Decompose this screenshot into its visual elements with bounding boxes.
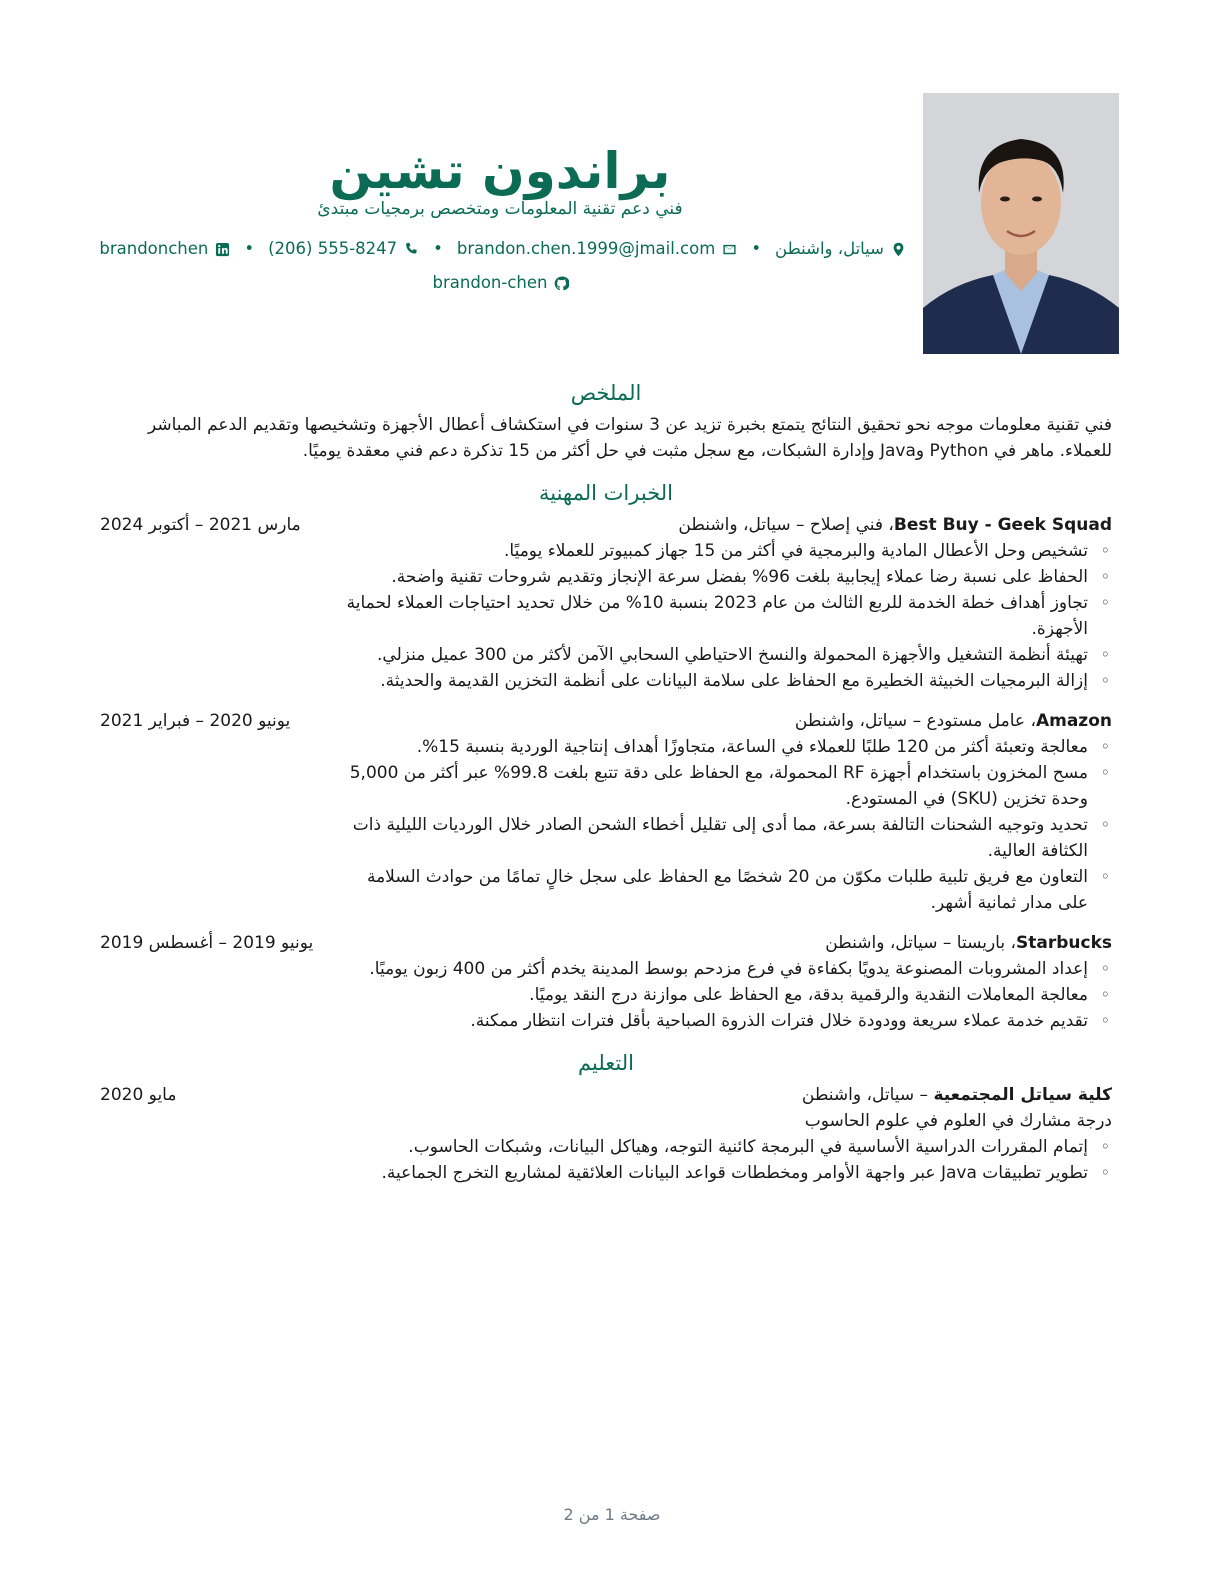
resume-body <box>100 378 1112 1200</box>
degree-title: درجة مشارك في العلوم في علوم الحاسوب <box>804 1111 1112 1131</box>
employer-name: Amazon <box>1035 711 1112 731</box>
entry-title <box>678 512 1112 538</box>
contact-github[interactable] <box>433 271 570 295</box>
school-location: – سياتل، واشنطن <box>801 1085 934 1105</box>
entry-title <box>802 1082 1112 1108</box>
bullet-item: ◦ الحفاظ على نسبة رضا عملاء إيجابية بلغت 96% بفضل سرعة الإنجاز وتقديم شروحات تقنية واضحة. <box>340 564 1088 590</box>
entry-dates: يونيو 2020 – فبراير 2021 <box>100 711 291 731</box>
contact-separator: • <box>433 239 443 258</box>
github-handle: brandon-chen <box>432 273 548 292</box>
job-role-location: ، باريستا – سياتل، واشنطن <box>825 933 1016 953</box>
bullet-item: ◦ تحديد وتوجيه الشحنات التالفة بسرعة، مما أدى إلى تقليل أخطاء الشحن الصادر خلال الورديات الليلية ذات الكثافة العالية. <box>340 812 1088 864</box>
contact-location <box>775 237 906 261</box>
contact-line-primary <box>96 237 906 261</box>
job-role-location: ، عامل مستودع – سياتل، واشنطن <box>794 711 1036 731</box>
bullet-item: ◦ التعاون مع فريق تلبية طلبات مكوّن من 20 شخصًا مع الحفاظ على سجل خالٍ تمامًا من حوادث السلامة على مدار ثمانية أشهر. <box>340 864 1088 916</box>
location-text: سياتل، واشنطن <box>775 239 884 258</box>
contact-separator: • <box>751 239 762 258</box>
bullet-list <box>340 538 1112 694</box>
section-title-summary: الملخص <box>570 381 642 405</box>
contact-line-secondary <box>96 271 906 295</box>
entry-dates: مايو 2020 <box>100 1085 177 1105</box>
entry-dates: يونيو 2019 – أغسطس 2019 <box>100 933 314 953</box>
bullet-item: ◦ إعداد المشروبات المصنوعة يدويًا بكفاءة في فرع مزدحم بوسط المدينة يخدم أكثر من 400 زبون يوميًا. <box>340 956 1088 982</box>
section-title-education: التعليم <box>578 1051 634 1075</box>
phone-icon <box>404 242 419 257</box>
envelope-icon <box>722 242 737 257</box>
section-title-experience: الخبرات المهنية <box>539 481 673 505</box>
contact-email[interactable] <box>457 237 737 261</box>
bullet-list <box>340 1134 1112 1186</box>
bullet-item: ◦ معالجة المعاملات النقدية والرقمية بدقة، مع الحفاظ على موازنة درج النقد يوميًا. <box>340 982 1088 1008</box>
education-entry <box>100 1082 1112 1186</box>
page-number: صفحة 1 من 2 <box>563 1505 661 1524</box>
experience-entry <box>100 930 1112 1034</box>
bullet-item: ◦ تهيئة أنظمة التشغيل والأجهزة المحمولة والنسخ الاحتياطي السحابي الآمن لأكثر من 300 عميل منزلي. <box>340 642 1088 668</box>
bullet-item: ◦ إزالة البرمجيات الخبيثة الخطيرة مع الحفاظ على سلامة البيانات على أنظمة التخزين القديمة والحديثة. <box>340 668 1088 694</box>
bullet-item: ◦ تشخيص وحل الأعطال المادية والبرمجية في أكثر من 15 جهاز كمبيوتر للعملاء يوميًا. <box>340 538 1088 564</box>
linkedin-handle: brandonchen <box>99 239 209 258</box>
employer-name: Starbucks <box>1016 933 1112 953</box>
experience-entry <box>100 512 1112 694</box>
profile-photo <box>923 93 1119 354</box>
bullet-list <box>340 956 1112 1034</box>
contact-linkedin[interactable] <box>99 237 230 261</box>
contact-separator: • <box>244 239 255 258</box>
bullet-item: ◦ معالجة وتعبئة أكثر من 120 طلبًا للعملاء في الساعة، متجاوزًا أهداف إنتاجية الوردية بنسبة 15%. <box>340 734 1088 760</box>
map-pin-icon <box>891 242 906 257</box>
school-name: كلية سياتل المجتمعية <box>933 1085 1112 1105</box>
experience-entry <box>100 708 1112 916</box>
bullet-item: ◦ تجاوز أهداف خطة الخدمة للربع الثالث من عام 2023 بنسبة 10% من خلال تحديد احتياجات العملاء لحماية الأجهزة. <box>340 590 1088 642</box>
candidate-name: براندون تشين <box>329 142 671 200</box>
contact-phone[interactable] <box>268 237 419 261</box>
candidate-headline: فني دعم تقنية المعلومات ومتخصص برمجيات مبتدئ <box>317 199 683 219</box>
resume-header <box>90 140 910 220</box>
entry-title <box>795 708 1112 734</box>
entry-dates: مارس 2021 – أكتوبر 2024 <box>100 515 301 535</box>
linkedin-icon <box>215 242 230 257</box>
summary-text: فني تقنية معلومات موجه نحو تحقيق النتائج يتمتع بخبرة تزيد عن 3 سنوات في استكشاف أعطال الأجهزة وتشخيصها وتقديم الدعم المباشر للعملاء. ماهر في Python وJava وإدارة الشبكات، مع سجل مثبت في حل أكثر من 15 تذكرة دعم فني معقدة يوميًا. <box>148 415 1112 461</box>
bullet-item: ◦ إتمام المقررات الدراسية الأساسية في البرمجة كائنية التوجه، وهياكل البيانات، وشبكات الحاسوب. <box>340 1134 1088 1160</box>
job-role-location: ، فني إصلاح – سياتل، واشنطن <box>678 515 894 535</box>
bullet-item: ◦ تقديم خدمة عملاء سريعة وودودة خلال فترات الذروة الصباحية بأقل فترات انتظار ممكنة. <box>340 1008 1088 1034</box>
github-icon <box>554 276 569 291</box>
phone-number: (206) 555-8247 <box>268 239 398 258</box>
bullet-list <box>340 734 1112 916</box>
email-address: brandon.chen.1999@jmail.com <box>456 239 716 258</box>
entry-title <box>825 930 1112 956</box>
bullet-item: ◦ مسح المخزون باستخدام أجهزة RF المحمولة، مع الحفاظ على دقة تتبع بلغت 99.8% عبر أكثر من 5,000 وحدة تخزين (SKU) في المستودع. <box>340 760 1088 812</box>
bullet-item: ◦ تطوير تطبيقات Java عبر واجهة الأوامر ومخططات قواعد البيانات العلائقية لمشاريع التخرج الجماعية. <box>340 1160 1088 1186</box>
employer-name: Best Buy - Geek Squad <box>893 515 1112 535</box>
